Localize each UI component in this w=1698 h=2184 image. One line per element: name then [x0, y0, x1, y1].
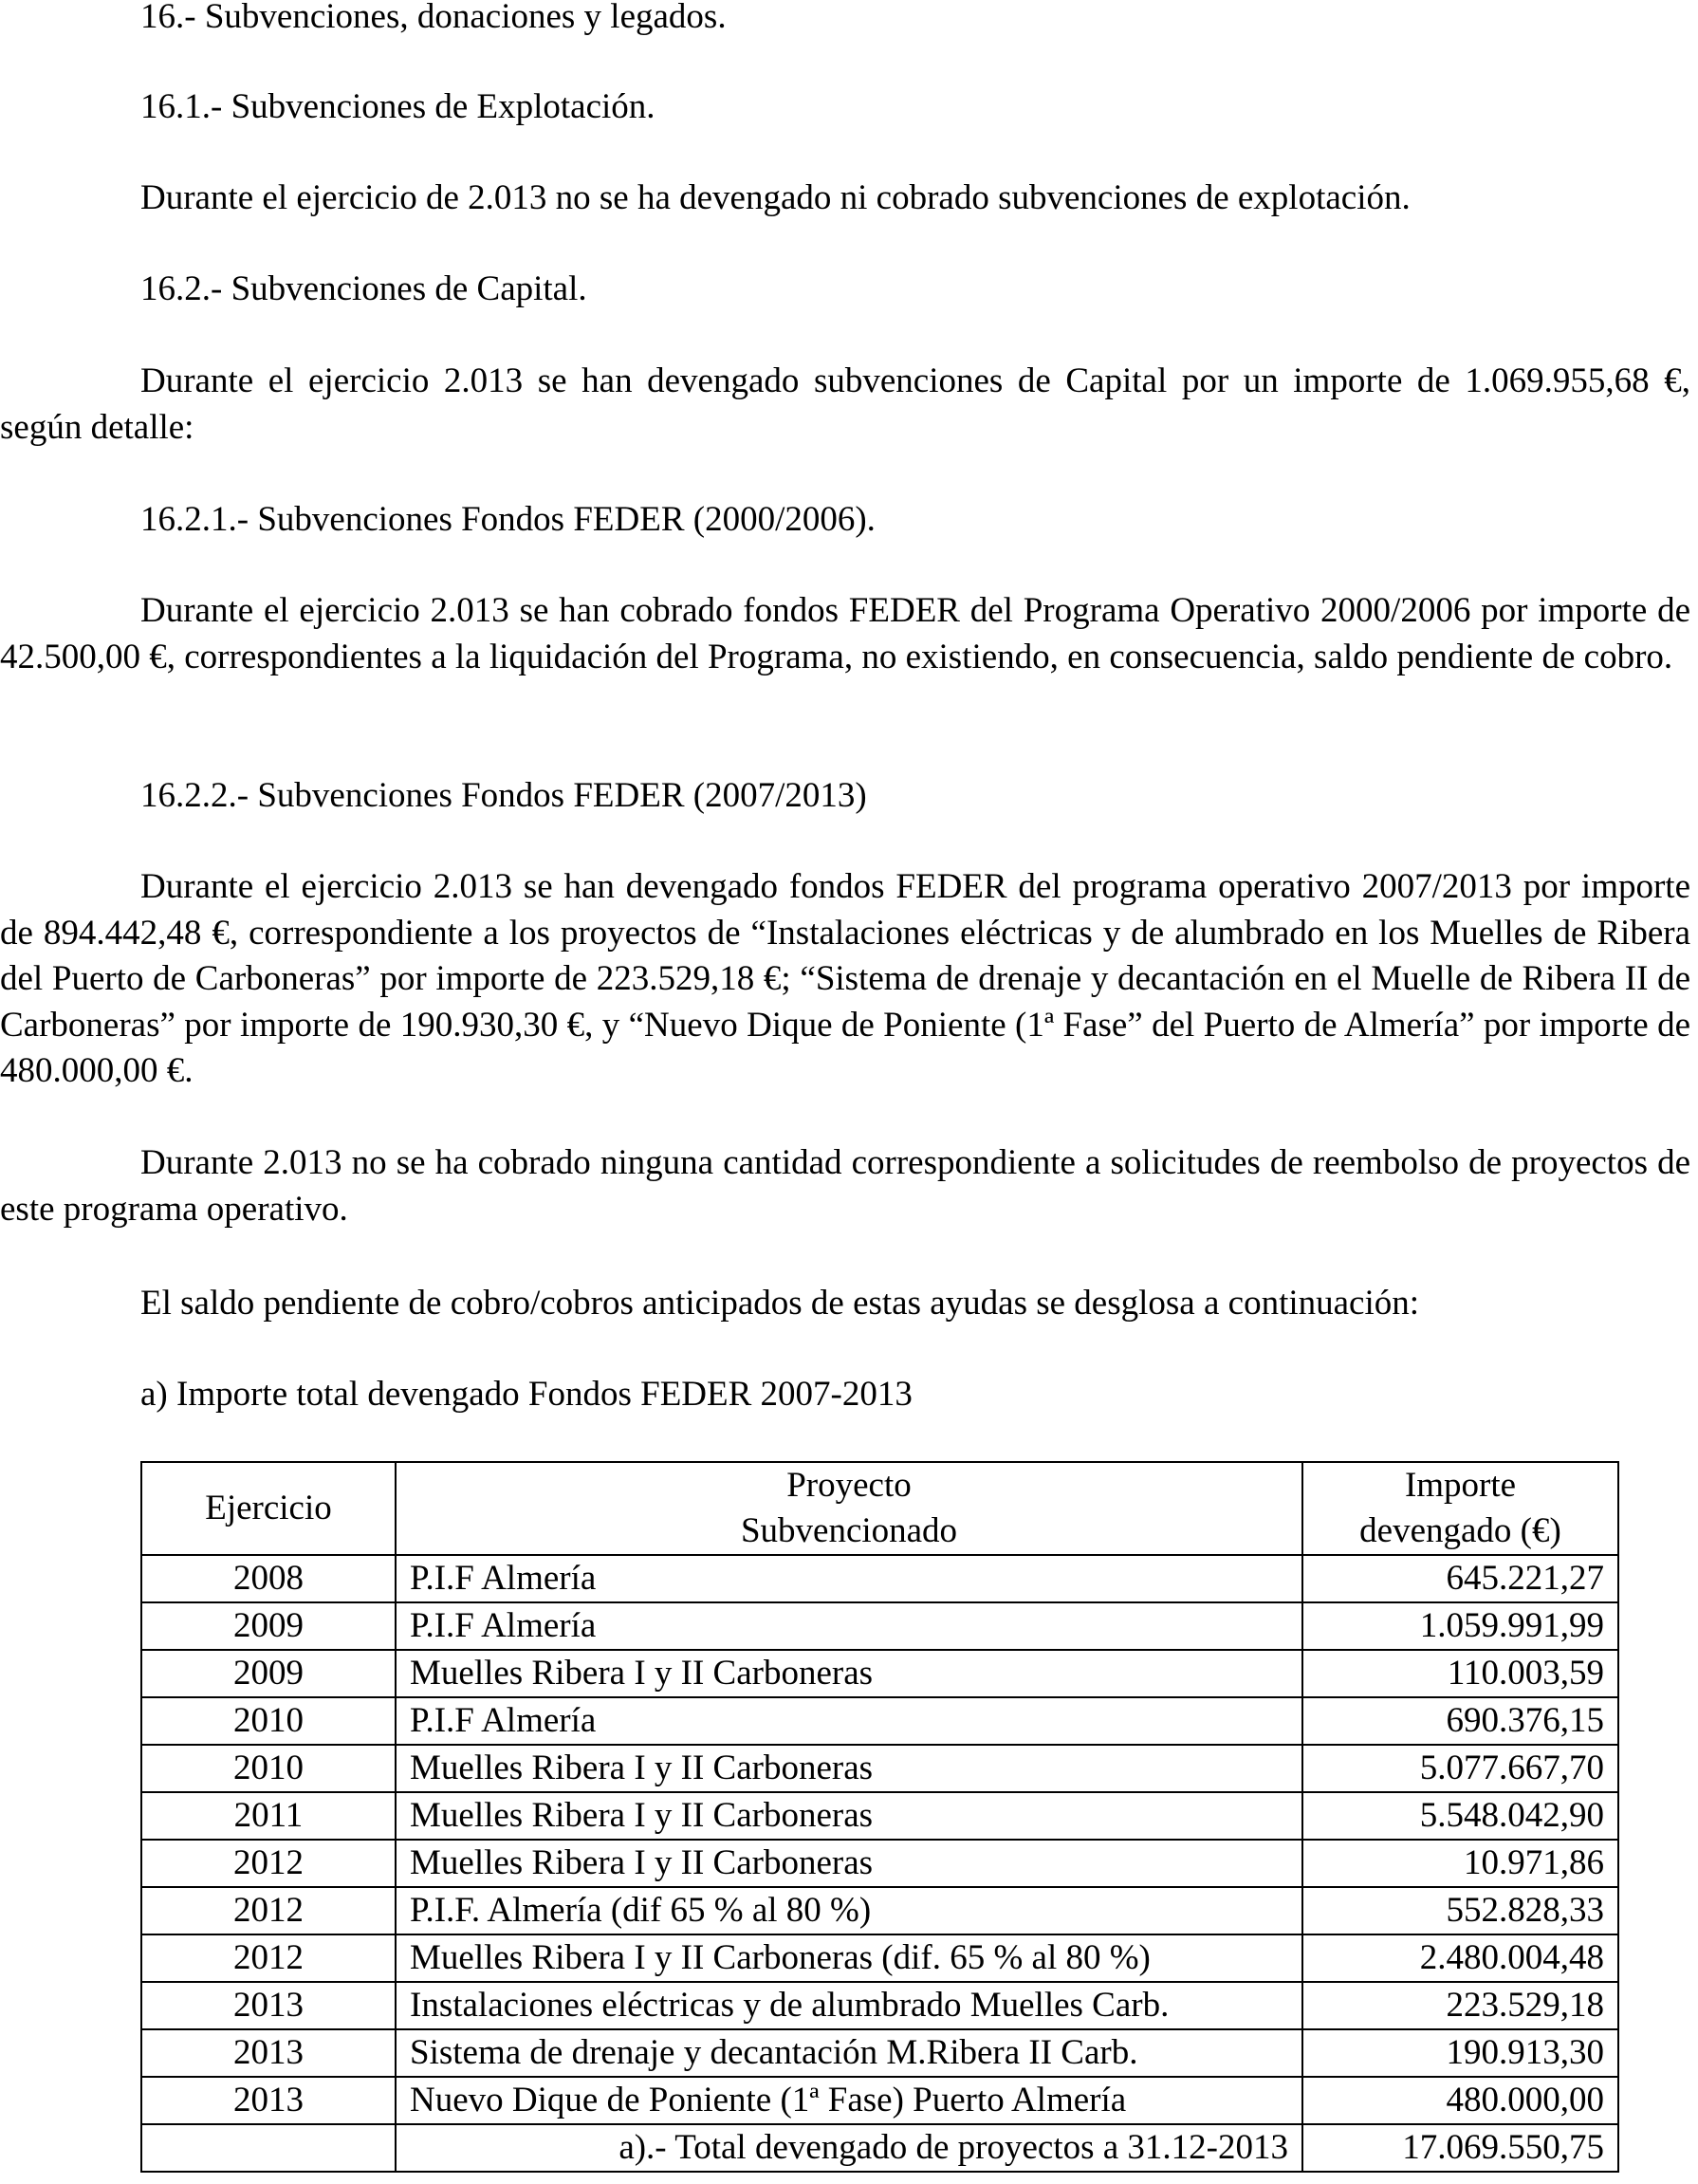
cell-year: 2009	[141, 1602, 396, 1650]
paragraph-16-2-2-b: Durante 2.013 no se ha cobrado ninguna cantidad correspondiente a solicitudes de reembolso de proyectos de este programa operativo.	[0, 1143, 1690, 1229]
cell-amount: 552.828,33	[1302, 1887, 1618, 1934]
cell-amount: 190.913,30	[1302, 2029, 1618, 2077]
table-header-row	[141, 1462, 1618, 1555]
cell-total-amount: 17.069.550,75	[1302, 2124, 1618, 2172]
cell-year: 2011	[141, 1792, 396, 1840]
table-row	[141, 1840, 1618, 1887]
table-row	[141, 1745, 1618, 1792]
table-row	[141, 1555, 1618, 1602]
table-row	[141, 1697, 1618, 1745]
feder-table	[140, 1461, 1619, 2173]
table-row	[141, 1887, 1618, 1934]
cell-amount: 10.971,86	[1302, 1840, 1618, 1887]
cell-project: Muelles Ribera I y II Carboneras	[396, 1792, 1302, 1840]
cell-amount: 690.376,15	[1302, 1697, 1618, 1745]
heading-16-2-2: 16.2.2.- Subvenciones Fondos FEDER (2007/2013)	[140, 776, 867, 815]
paragraph-16-1: Durante el ejercicio de 2.013 no se ha devengado ni cobrado subvenciones de explotación.	[140, 178, 1411, 217]
cell-amount: 645.221,27	[1302, 1555, 1618, 1602]
cell-total-empty	[141, 2124, 396, 2172]
table-row	[141, 1934, 1618, 1982]
cell-amount: 2.480.004,48	[1302, 1934, 1618, 1982]
table-caption: a) Importe total devengado Fondos FEDER 2007-2013	[140, 1375, 913, 1414]
cell-amount: 5.077.667,70	[1302, 1745, 1618, 1792]
cell-year: 2012	[141, 1887, 396, 1934]
cell-amount: 5.548.042,90	[1302, 1792, 1618, 1840]
heading-16-2-1: 16.2.1.- Subvenciones Fondos FEDER (2000/2006).	[140, 500, 876, 539]
cell-amount: 480.000,00	[1302, 2077, 1618, 2124]
cell-total-label: a).- Total devengado de proyectos a 31.12-2013	[396, 2124, 1302, 2172]
cell-amount: 110.003,59	[1302, 1650, 1618, 1697]
cell-project: Muelles Ribera I y II Carboneras	[396, 1745, 1302, 1792]
cell-year: 2012	[141, 1934, 396, 1982]
cell-project: Muelles Ribera I y II Carboneras	[396, 1840, 1302, 1887]
cell-year: 2010	[141, 1745, 396, 1792]
cell-project: P.I.F Almería	[396, 1555, 1302, 1602]
cell-year: 2013	[141, 2029, 396, 2077]
cell-year: 2012	[141, 1840, 396, 1887]
header-amount: Importe devengado (€)	[1302, 1462, 1618, 1555]
cell-project: Sistema de drenaje y decantación M.Ribera II Carb.	[396, 2029, 1302, 2077]
cell-amount: 223.529,18	[1302, 1982, 1618, 2029]
table-row	[141, 1602, 1618, 1650]
paragraph-16-2: Durante el ejercicio 2.013 se han devengado subvenciones de Capital por un importe de 1.069.955,68 €, según detalle:	[0, 361, 1690, 447]
heading-16-1: 16.1.- Subvenciones de Explotación.	[140, 87, 655, 126]
cell-year: 2008	[141, 1555, 396, 1602]
heading-16: 16.- Subvenciones, donaciones y legados.	[140, 0, 727, 36]
header-year: Ejercicio	[141, 1462, 396, 1555]
paragraph-16-2-1: Durante el ejercicio 2.013 se han cobrado fondos FEDER del Programa Operativo 2000/2006 por importe de 42.500,00 €, correspondientes a la liquidación del Programa, no existiendo, en consecuencia, saldo pendiente de cobro.	[0, 591, 1690, 676]
table-row	[141, 1792, 1618, 1840]
cell-project: P.I.F Almería	[396, 1602, 1302, 1650]
cell-year: 2013	[141, 2077, 396, 2124]
cell-project: Muelles Ribera I y II Carboneras	[396, 1650, 1302, 1697]
cell-project: Muelles Ribera I y II Carboneras (dif. 65 % al 80 %)	[396, 1934, 1302, 1982]
paragraph-saldo: El saldo pendiente de cobro/cobros anticipados de estas ayudas se desglosa a continuación:	[140, 1284, 1420, 1323]
table-row	[141, 1982, 1618, 2029]
cell-project: Instalaciones eléctricas y de alumbrado Muelles Carb.	[396, 1982, 1302, 2029]
cell-year: 2009	[141, 1650, 396, 1697]
cell-project: Nuevo Dique de Poniente (1ª Fase) Puerto Almería	[396, 2077, 1302, 2124]
cell-year: 2010	[141, 1697, 396, 1745]
heading-16-2: 16.2.- Subvenciones de Capital.	[140, 269, 587, 308]
table-row	[141, 1650, 1618, 1697]
cell-year: 2013	[141, 1982, 396, 2029]
cell-project: P.I.F. Almería (dif 65 % al 80 %)	[396, 1887, 1302, 1934]
table-row	[141, 2029, 1618, 2077]
cell-project: P.I.F Almería	[396, 1697, 1302, 1745]
table-row	[141, 2077, 1618, 2124]
cell-amount: 1.059.991,99	[1302, 1602, 1618, 1650]
paragraph-16-2-2-a: Durante el ejercicio 2.013 se han devengado fondos FEDER del programa operativo 2007/2013 por importe de 894.442,48 €, correspondiente a los proyectos de “Instalaciones eléctricas y de alumbrado en los Muelles de Ribera del Puerto de Carboneras” por importe de 223.529,18 €; “Sistema de drenaje y decantación en el Muelle de Ribera II de Carboneras” por importe de 190.930,30 €, y “Nuevo Dique de Poniente (1ª Fase” del Puerto de Almería” por importe de 480.000,00 €.	[0, 867, 1690, 1091]
header-project: Proyecto Subvencionado	[396, 1462, 1302, 1555]
table-total-row	[141, 2124, 1618, 2172]
